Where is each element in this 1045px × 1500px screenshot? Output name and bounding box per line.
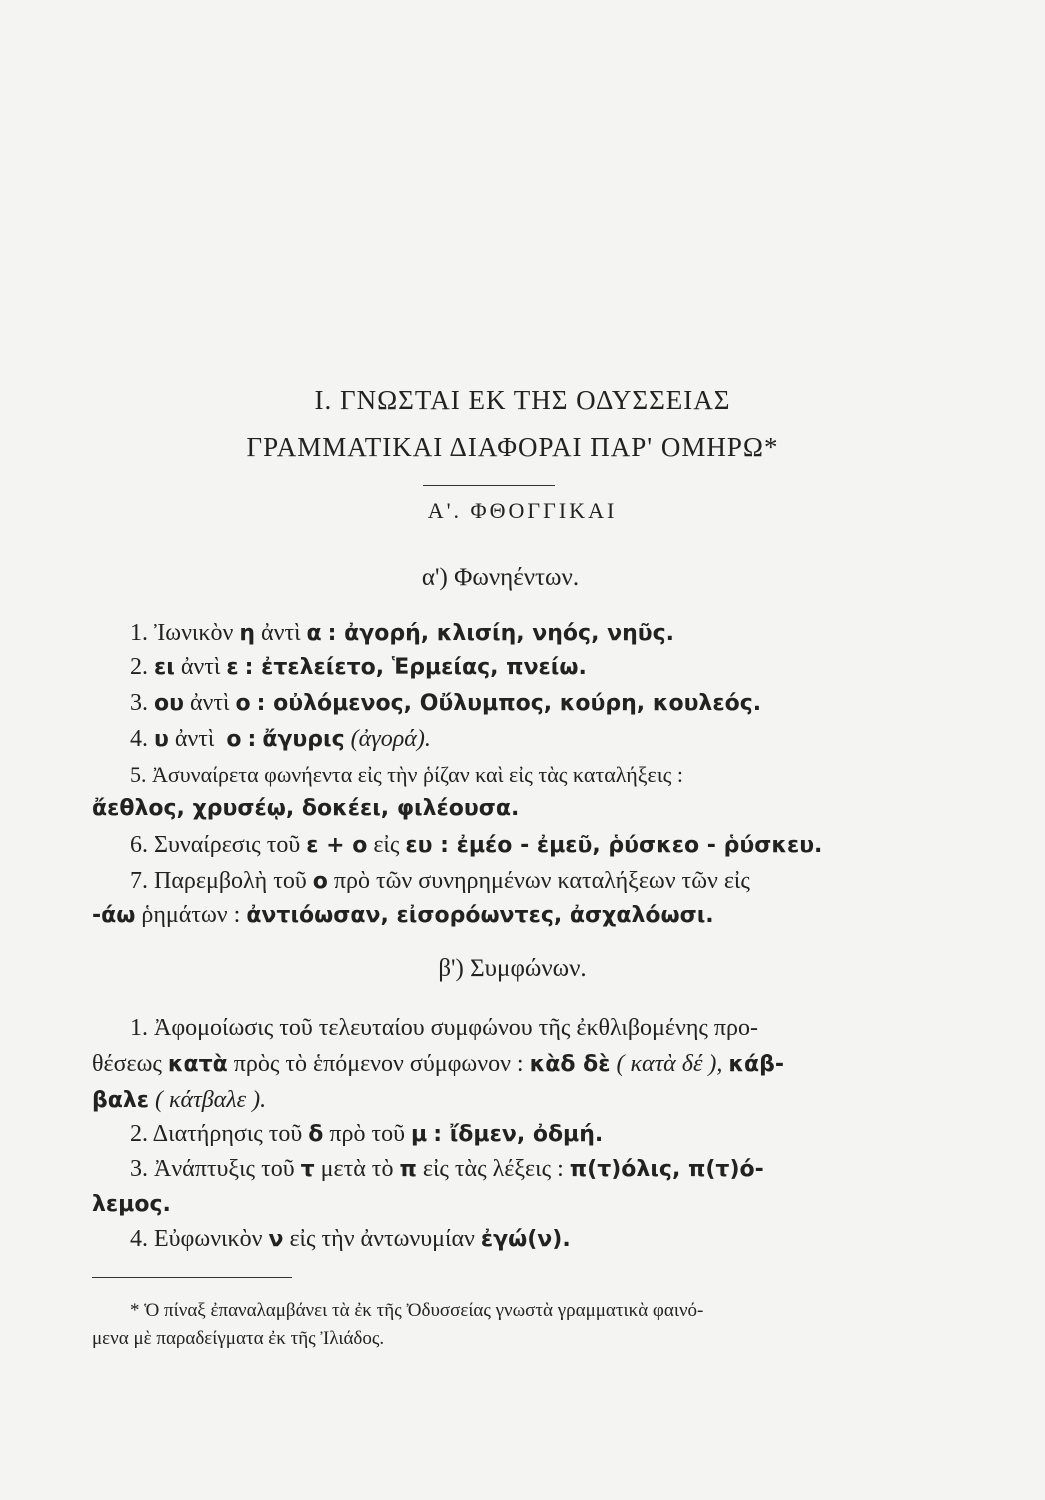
- vowel-rule-1: 1. Ἰωνικὸν η ἀντὶ α : ἀγορή, κλισίη, νηός, νηῦς.: [130, 620, 674, 646]
- consonant-rule-2: 2. Διατήρησις τοῦ δ πρὸ τοῦ μ : ἴδμεν, ὀδμή.: [130, 1121, 604, 1147]
- vowel-rule-7-cont: -άω ῥημάτων : ἀντιόωσαν, εἰσορόωντες, ἀσχαλόωσι.: [92, 902, 714, 928]
- title-divider: [423, 485, 555, 486]
- consonant-rule-3-cont: λεμος.: [92, 1192, 171, 1217]
- footnote-line-2: μενα μὲ παραδείγματα ἐκ τῆς Ἰλιάδος.: [92, 1328, 385, 1349]
- section-heading: Α'. ΦΘΟΓΓΙΚΑΙ: [427, 498, 618, 523]
- vowel-rule-5: 5. Ἀσυναίρετα φωνήεντα εἰς τὴν ῥίζαν καὶ εἰς τὰς καταλήξεις :: [130, 762, 683, 787]
- chapter-subtitle: ΓΡΑΜΜΑΤΙΚΑΙ ΔΙΑΦΟΡΑΙ ΠΑΡ' ΟΜΗΡΩ*: [246, 432, 779, 462]
- chapter-title: I. ΓΝΩΣΤΑΙ ΕΚ ΤΗΣ ΟΔΥΣΣΕΙΑΣ: [314, 385, 731, 415]
- footnote-divider: [92, 1277, 292, 1278]
- consonant-rule-1-end: βαλε ( κάτβαλε ).: [92, 1087, 267, 1113]
- consonants-heading: β') Συμφώνων.: [438, 955, 587, 982]
- consonant-rule-4: 4. Εὐφωνικὸν ν εἰς τὴν ἀντωνυμίαν ἐγώ(ν).: [130, 1226, 571, 1252]
- vowel-rule-4: 4. υ ἀντὶ ο : ἄγυρις (ἀγορά).: [130, 726, 431, 752]
- consonant-rule-3: 3. Ἀνάπτυξις τοῦ τ μετὰ τὸ π εἰς τὰς λέξεις : π(τ)όλις, π(τ)ό-: [130, 1156, 764, 1182]
- vowel-rule-3: 3. ου ἀντὶ ο : οὐλόμενος, Οὔλυμπος, κούρη, κουλεός.: [130, 690, 762, 716]
- consonant-rule-1-cont: θέσεως κατὰ πρὸς τὸ ἑπόμενον σύμφωνον : κὰδ δὲ ( κατὰ δέ ), κάβ-: [92, 1051, 785, 1077]
- vowel-rule-6: 6. Συναίρεσις τοῦ ε + ο εἰς ευ : ἐμέο - ἐμεῦ, ῥύσκεο - ῥύσκευ.: [130, 832, 823, 858]
- vowel-rule-5-examples: ἄεθλος, χρυσέῳ, δοκέει, φιλέουσα.: [92, 796, 520, 821]
- vowels-heading: α') Φωνηέντων.: [421, 564, 580, 591]
- consonant-rule-1: 1. Ἀφομοίωσις τοῦ τελευταίου συμφώνου τῆς ἐκθλιβομένης προ-: [130, 1015, 758, 1041]
- footnote-line-1: * Ὁ πίναξ ἐπαναλαμβάνει τὰ ἐκ τῆς Ὀδυσσείας γνωστὰ γραμματικὰ φαινό-: [130, 1300, 704, 1321]
- vowel-rule-2: 2. ει ἀντὶ ε : ἐτελείετο, Ἑρμείας, πνείω.: [130, 654, 587, 680]
- vowel-rule-7: 7. Παρεμβολὴ τοῦ ο πρὸ τῶν συνηρημένων καταλήξεων τῶν εἰς: [130, 868, 750, 894]
